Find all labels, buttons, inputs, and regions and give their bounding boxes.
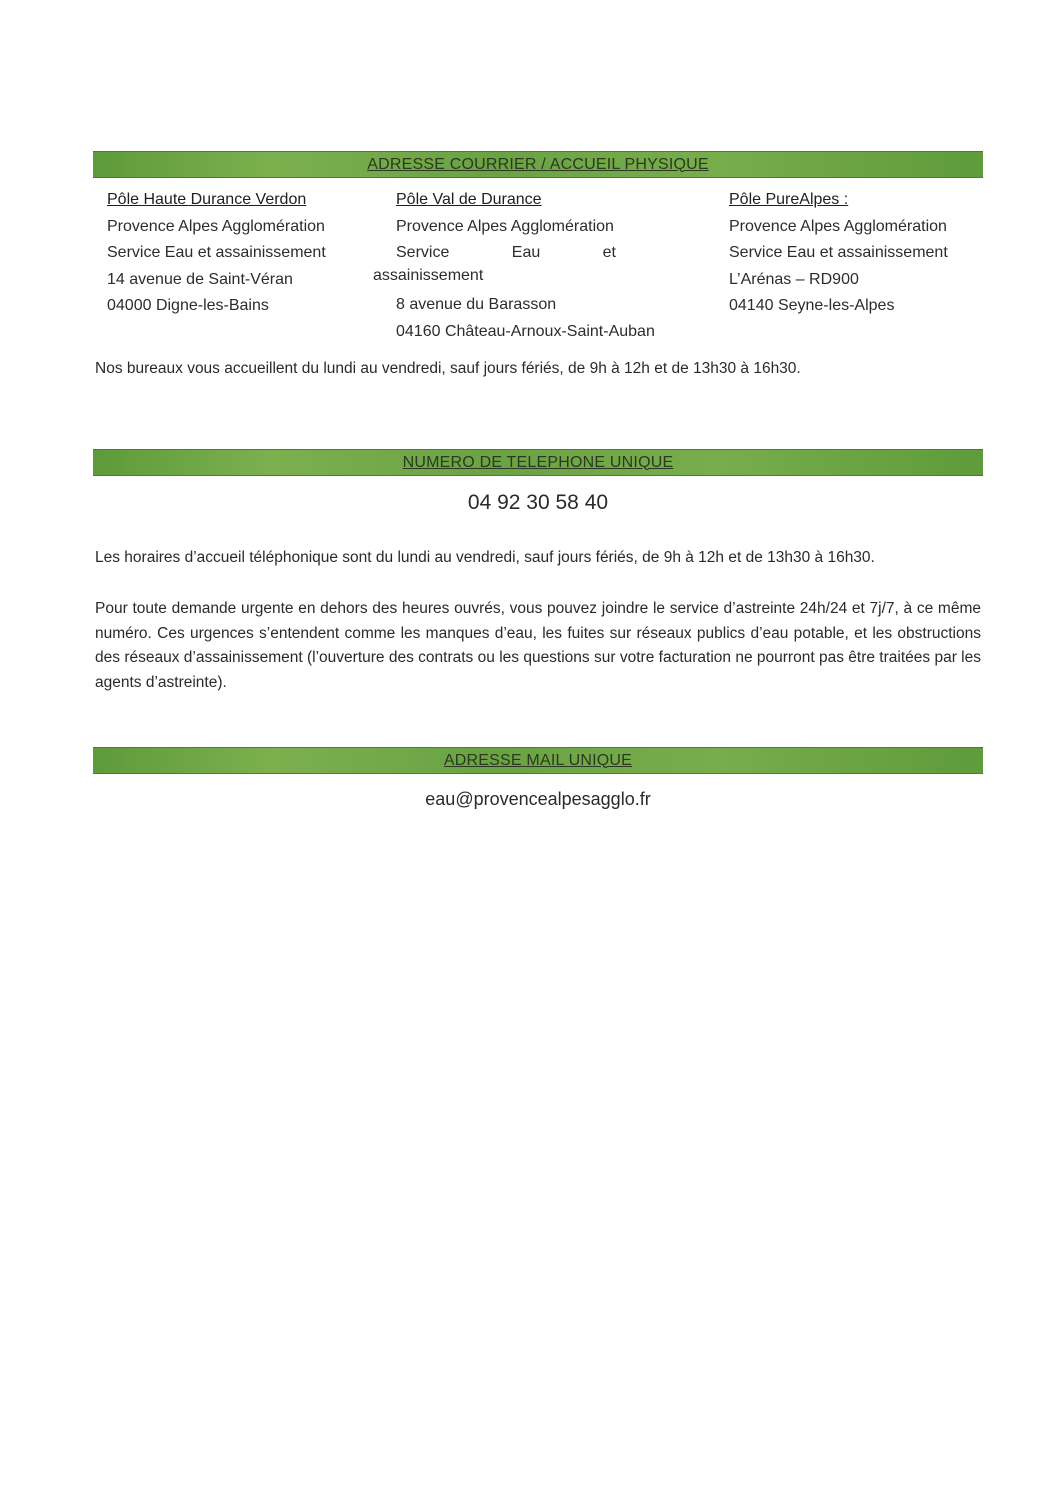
service-word: et: [602, 244, 616, 261]
phone-number[interactable]: 04 92 30 58 40: [467, 491, 609, 514]
pole-val-de-durance: [373, 187, 655, 345]
phone-section-title: NUMERO DE TELEPHONE UNIQUE: [402, 453, 674, 471]
address-line: Service Eau et assainissement: [107, 244, 326, 261]
address-line: 14 avenue de Saint-Véran: [107, 270, 293, 288]
email-address[interactable]: eau@provencealpesagglo.fr: [425, 789, 651, 809]
mail-section-header: [93, 747, 983, 774]
address-line: Provence Alpes Agglomération: [107, 217, 325, 235]
address-line: 04140 Seyne-les-Alpes: [729, 297, 895, 314]
office-hours-text: Nos bureaux vous accueillent du lundi au vendredi, sauf jours fériés, de 9h à 12h et de 13h30 à 16h30.: [95, 360, 801, 377]
address-line-service: [396, 240, 616, 266]
phone-hours-text: Les horaires d’accueil téléphonique sont du lundi au vendredi, sauf jours fériés, de 9h à 12h et de 13h30 à 16h30.: [95, 549, 875, 566]
pole-purealpes: [729, 187, 948, 320]
pole-heading: Pôle PureAlpes :: [729, 191, 849, 208]
address-line: 8 avenue du Barasson: [396, 296, 557, 313]
address-line: Provence Alpes Agglomération: [396, 217, 614, 235]
phone-section-header: [93, 449, 983, 476]
address-line: Service Eau et assainissement: [729, 244, 948, 261]
pole-heading: Pôle Val de Durance: [396, 191, 542, 208]
emergency-text: Pour toute demande urgente en dehors des heures ouvrés, vous pouvez joindre le service d’astreinte 24h/24 et 7j/7, à ce même numéro. Ces urgences s’entendent comme les manques d’eau, les fuites sur réseaux publics d’eau potable, et les obstructions des réseaux d’assainissement (l’ouverture des contrats ou les questions sur votre facturation ne pourront pas être traitées par les agents d’astreinte).: [95, 600, 981, 691]
address-line: 04160 Château-Arnoux-Saint-Auban: [396, 322, 655, 340]
address-line: 04000 Digne-les-Bains: [107, 297, 269, 314]
address-line: L’Arénas – RD900: [729, 270, 859, 288]
address-line: Provence Alpes Agglomération: [729, 217, 947, 235]
service-word: Service: [396, 244, 450, 261]
pole-haute-durance-verdon: [107, 187, 326, 320]
service-word: Eau: [511, 244, 541, 261]
pole-heading: Pôle Haute Durance Verdon: [107, 191, 307, 208]
address-section-header: [93, 151, 983, 178]
address-line-continued: assainissement: [373, 267, 484, 284]
address-section-title: ADRESSE COURRIER / ACCUEIL PHYSIQUE: [367, 155, 709, 173]
mail-section-title: ADRESSE MAIL UNIQUE: [443, 751, 633, 769]
